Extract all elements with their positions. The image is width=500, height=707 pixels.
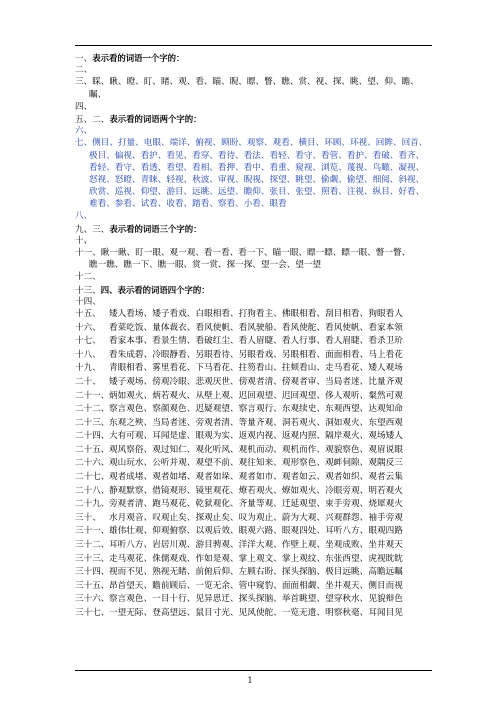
line-text: 雄伟壮观、仰观俯察、以观后效、眼观六路、眼观四处、耳听八方、眼观四路 xyxy=(109,526,403,537)
document-line xyxy=(75,210,432,222)
line-text: 矮子观场、傍观冷眼、悲观厌世、傍观者清、傍观者审、当局者迷、比量齐观 xyxy=(109,376,403,387)
document-line xyxy=(75,444,432,458)
footer-rule xyxy=(75,670,432,671)
line-text: 瞩、 xyxy=(89,89,107,100)
line-number: 二十、 xyxy=(75,376,101,387)
line-number: 三十七、 xyxy=(75,608,110,618)
line-number: 二十七、 xyxy=(75,472,110,483)
line-number: 三十、 xyxy=(75,512,101,523)
line-text: 看家本事、看景生情、看破红尘、看人眉睫、看人行事、看人眉睫、看杀卫玠 xyxy=(109,336,403,347)
document-line xyxy=(75,485,432,499)
line-text: 一望无际、登高望远、鼠目寸光、见风使舵、一览无遗、明察秋毫、耳闻目见 xyxy=(109,608,403,618)
line-number: 十一、 xyxy=(75,248,101,258)
line-text: 观山玩水、公听并观、观望不前、观往知来、观形察色、观衅伺隙、观隅反三 xyxy=(109,458,403,469)
document-line xyxy=(75,186,432,198)
line-text: 欣赏、巡视、仰望、游目、远眺、远望、瞻仰、张目、张望、照看、注视、纵目、好看、 xyxy=(89,187,425,198)
section-heading xyxy=(75,52,432,64)
document-line xyxy=(75,349,432,363)
document-line xyxy=(75,162,432,174)
line-number: 二十九、 xyxy=(75,499,110,510)
line-text: 青眼相看、雾里看花、下马看花、拄笏看山、拄颊看山、走马看花、矮人观场 xyxy=(109,363,403,374)
document-line xyxy=(75,593,432,607)
document-line xyxy=(75,525,432,539)
line-number: 三十二、 xyxy=(75,540,110,551)
line-number: 十四、 xyxy=(75,296,101,307)
document-line xyxy=(75,335,432,349)
line-number: 十八、 xyxy=(75,349,101,360)
line-number: 四、 xyxy=(75,101,93,112)
line-number: 十三、 xyxy=(75,285,101,296)
line-text: 表示看的词语两个字的： xyxy=(109,113,202,124)
line-text: 表示看的词语一个字的： xyxy=(92,53,185,63)
document-line xyxy=(75,417,432,431)
line-text: 走马观花、侏儒观戏、作如是观、掌上观文、掌上观纹、东张西望、虎视眈眈 xyxy=(109,553,403,564)
line-number: 三十五、 xyxy=(75,580,110,591)
section-heading xyxy=(75,284,432,296)
line-number: 十九、 xyxy=(75,363,101,374)
line-number: 十六、 xyxy=(75,322,101,333)
document-line xyxy=(75,150,432,162)
document-line xyxy=(75,362,432,376)
line-text: 察言观色、一目十行、见异思迁、探头探脑、举首眺望、望穿秋水、见貌辩色 xyxy=(109,594,403,605)
line-text: 耳听八方、岩居川观、游目骋观、洋洋大观、作壁上观、坐观成败、坐井观天 xyxy=(109,540,403,551)
line-number: 二十一、 xyxy=(75,390,110,401)
document-line xyxy=(75,607,432,621)
line-number: 三、 xyxy=(75,77,93,88)
line-text: 旁观者清、跑马观花、乾狱观化、齐量等观、迁延观望、束手旁观、烧犀观火 xyxy=(109,499,403,510)
document-line xyxy=(75,430,432,444)
line-text: 炳如观火、炳若观火、从壁上观、迟回观望、迟回观望、侈人观听、粲然可观 xyxy=(109,390,403,401)
line-number: 一、 xyxy=(75,54,93,64)
document-line xyxy=(75,198,432,210)
line-text: 侧目、打量、电眼、端详、俯视、顾盼、观察、观看、横目、环顾、环视、回眸、回首、 xyxy=(92,138,428,149)
line-text: 看轻、看守、看透、看望、看相、看押、看中、看重、窥视、浏览、蔑视、鸟瞰、凝视、 xyxy=(89,162,425,173)
document-line xyxy=(75,539,432,553)
line-number: 二十三、 xyxy=(75,417,110,428)
document-line xyxy=(75,89,432,101)
line-number: 二十四、 xyxy=(75,431,110,442)
line-text: 静观默察、借镜观形、镜里观花、燎若观火、燎如观火、冷眼旁观、明若观火 xyxy=(109,485,403,496)
line-text: 表示看的词语三个字的： xyxy=(109,223,202,234)
document-line xyxy=(75,376,432,390)
line-text: 观风察俗、观过知仁、观化听风、观机而动、观机而作、观貌察色、观眉说眼 xyxy=(109,444,403,455)
section-heading xyxy=(75,113,432,125)
line-text: 水月观音、叹观止矣、探观止矣、叹为观止、蔚为大观、兴观群怨、袖手旁观 xyxy=(109,512,403,523)
line-text: 睬、瞅、瞪、盯、睹、观、看、瞄、睨、瞟、瞥、瞧、赏、视、探、眺、望、仰、瞻、 xyxy=(92,77,419,88)
page-number: 1 xyxy=(247,676,253,685)
line-number: 十二、 xyxy=(75,272,101,283)
line-text: 视而不见、熟视无睹、前俯后仰、左顾右盼、探头探脑、极目远眺、高瞻远瞩 xyxy=(109,567,403,578)
document-line xyxy=(75,76,432,88)
line-number: 二十六、 xyxy=(75,458,110,469)
line-number: 八、 xyxy=(75,211,93,222)
line-text: 矮人看场、矮子看戏、白眼相看、打狗看主、佛眼相看、刮目相看、狗眼看人 xyxy=(109,308,403,319)
line-text: 瞅一瞅、盯一眼、观一观、看一看、看一下、瞄一眼、瞟一瞟、瞟一眼、瞥一瞥、 xyxy=(100,248,411,258)
line-number: 十五、 xyxy=(75,308,101,319)
line-number: 三十四、 xyxy=(75,567,110,578)
document-line xyxy=(75,296,432,308)
line-text: 看朱成碧、冷眼静看、另眼看待、另眼看戏、另眼相看、面面相看、马上看花 xyxy=(109,349,403,360)
line-number: 六、 xyxy=(75,126,93,137)
document-line xyxy=(75,247,432,259)
document-line xyxy=(75,64,432,76)
line-number: 三十一、 xyxy=(75,526,110,537)
document-line xyxy=(75,512,432,526)
line-number: 五、二、 xyxy=(75,114,110,125)
line-number: 二十二、 xyxy=(75,404,110,415)
line-text: 昂首望天、瞻前顾后、一览无余、管中窥豹、面面相觑、坐井观天、侧目而视 xyxy=(109,580,403,591)
line-text: 难看、参看、试看、收看、踏看、察看、小看、眼看 xyxy=(89,199,287,210)
document-line xyxy=(75,553,432,567)
line-text: 看菜吃饭、量体裁衣、看风使帆、看风驶船、看风使舵、看风使帆、看家本领 xyxy=(109,322,403,333)
line-text: 四、表示看的词语四个字的： xyxy=(100,284,210,295)
line-text: 极目、偏视、看护、看见、看穿、看待、看法、看轻、看守、看管、看护、看破、看齐、 xyxy=(89,150,425,161)
document-line xyxy=(75,308,432,322)
document-line xyxy=(75,137,432,149)
document-line xyxy=(75,271,432,283)
line-text: 东观之殃、当局者迷、旁观者清、等量齐观、洞若观火、洞如观火、东望西观 xyxy=(109,417,403,428)
line-text: 察言观色、察颜观色、迟疑观望、察言观行、东观续史、东观西望、达观知命 xyxy=(109,404,403,415)
document-line xyxy=(75,390,432,404)
line-text: 瞧一瞧、瞧一下、瞧一眼、赏一赏、探一探、望一会、望一望 xyxy=(89,260,322,271)
line-number: 十七、 xyxy=(75,336,101,347)
document-line xyxy=(75,125,432,137)
line-number: 七、 xyxy=(75,138,93,149)
document-line xyxy=(75,471,432,485)
document-body xyxy=(75,52,432,621)
line-text: 观者成堵、观者如堵、观者如垛、观者如市、观者如云、观者如织、观者云集 xyxy=(109,472,403,483)
header-rule xyxy=(75,45,432,46)
document-line xyxy=(75,403,432,417)
document-line xyxy=(75,235,432,247)
line-text: 怒视、怒瞪、青睐、轻视、秋波、审视、睨视、探望、眺望、偷觑、偷望、细阅、斜视、 xyxy=(89,174,425,185)
document-line xyxy=(75,101,432,113)
line-number: 二十五、 xyxy=(75,444,110,455)
document-line xyxy=(75,322,432,336)
section-heading xyxy=(75,223,432,235)
document-line xyxy=(75,457,432,471)
document-line xyxy=(75,566,432,580)
line-number: 二十八、 xyxy=(75,485,110,496)
document-line xyxy=(75,259,432,271)
document-line xyxy=(75,498,432,512)
document-line xyxy=(75,580,432,594)
line-number: 三十三、 xyxy=(75,553,110,564)
document-line xyxy=(75,174,432,186)
line-number: 二、 xyxy=(75,65,93,76)
line-number: 十、 xyxy=(75,235,93,246)
line-number: 九、三、 xyxy=(75,224,110,235)
line-number: 三十六、 xyxy=(75,594,110,605)
line-text: 大有可观、耳闻是虚、眼观为实、返观内视、返观内照、隔岸观火、观场矮人 xyxy=(109,431,403,442)
